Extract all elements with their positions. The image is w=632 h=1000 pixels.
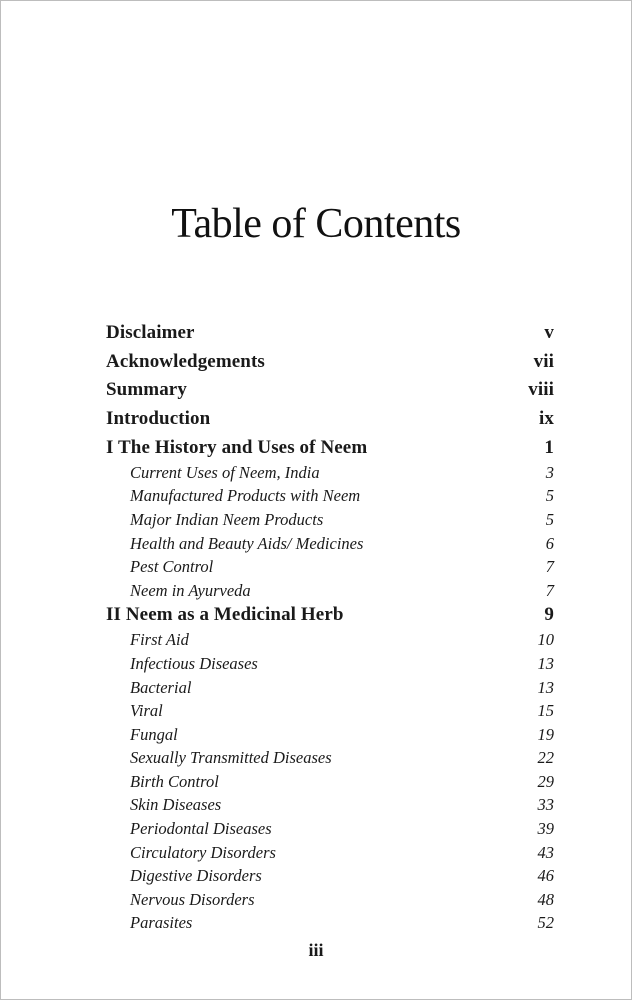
toc-entry-label: Manufactured Products with Neem [130,486,361,506]
toc-subentry [106,654,554,678]
toc-entry-label: Nervous Disorders [130,889,255,909]
toc-subentry [106,725,554,749]
toc-entry-page: 52 [537,913,554,933]
toc-entry-label: Sexually Transmitted Diseases [130,748,332,768]
toc-subentry [106,510,554,534]
toc-entry [106,379,554,408]
page-title: Table of Contents [171,201,461,247]
toc-entry [106,604,554,630]
toc-entry-label: Neem in Ayurveda [130,580,251,600]
toc-subentry [106,534,554,558]
toc-entry-label: Health and Beauty Aids/ Medicines [130,533,364,553]
toc-entry-label: Summary [106,379,187,401]
toc-subentry [106,772,554,796]
page-number: iii [308,940,324,960]
toc-entry-label: Current Uses of Neem, India [130,462,320,482]
toc-entry-page: 9 [544,604,554,626]
toc-entry-page: 1 [544,436,554,458]
toc-entry-page: 15 [537,701,554,721]
toc-entry-page: 10 [537,630,554,650]
toc-entry-label: Bacterial [130,677,192,697]
toc-entry-page: 43 [537,842,554,862]
toc-entry-page: 29 [537,771,554,791]
toc-subentry [106,701,554,725]
toc-entry-label: I The History and Uses of Neem [106,436,368,458]
toc-subentry [106,913,554,937]
toc-entry-page: 19 [537,724,554,744]
toc-subentry [106,557,554,581]
toc-entry-page: viii [528,379,554,401]
toc-entry-page: 5 [545,486,554,506]
toc-entry [106,322,554,351]
toc-subentry [106,678,554,702]
toc-entry-label: II Neem as a Medicinal Herb [106,604,344,626]
toc-entry-label: Acknowledgements [106,350,265,372]
toc-entry-page: vii [533,350,554,372]
toc-entry-label: Parasites [130,913,193,933]
toc-subentry [106,890,554,914]
toc-entry-page: 39 [537,819,554,839]
toc-entry-label: Circulatory Disorders [130,842,276,862]
toc-subentry [106,581,554,605]
toc-entry-label: Disclaimer [106,322,195,343]
toc-entry-label: Skin Diseases [130,795,222,815]
toc-entry-label: Major Indian Neem Products [130,509,324,529]
toc-subentry [106,843,554,867]
toc-entry-page: 7 [545,557,554,577]
toc-entry [106,351,554,380]
toc-entry-page: 5 [545,509,554,529]
toc-entry-label: Digestive Disorders [130,866,262,886]
toc-subentry [106,819,554,843]
toc-subentry [106,795,554,819]
toc-entry [106,408,554,437]
toc-entry-label: Birth Control [130,771,219,791]
toc-entry-label: Periodontal Diseases [130,819,272,839]
toc-subentry [106,486,554,510]
toc-entry-label: Fungal [130,724,178,744]
toc-subentry [106,866,554,890]
toc-entry-label: First Aid [130,630,189,650]
toc-entry-page: 7 [545,580,554,600]
toc-entry-page: 48 [537,889,554,909]
toc-entry-page: 6 [545,533,554,553]
toc-entry-page: 33 [537,795,554,815]
toc-entry-page: 22 [537,748,554,768]
toc-entry-page: 13 [537,653,554,673]
toc-entry-page: 13 [537,677,554,697]
toc-entry-label: Infectious Diseases [130,653,258,673]
toc-subentry [106,630,554,654]
toc-entry-page: v [544,322,554,343]
toc-entry-page: 3 [545,462,554,482]
table-of-contents [106,322,554,937]
toc-subentry [106,748,554,772]
toc-entry-label: Pest Control [130,557,214,577]
toc-entry-page: ix [539,408,554,430]
toc-entry-label: Viral [130,701,163,721]
toc-entry [106,437,554,463]
toc-entry-label: Introduction [106,408,211,430]
toc-entry-page: 46 [537,866,554,886]
toc-subentry [106,463,554,487]
